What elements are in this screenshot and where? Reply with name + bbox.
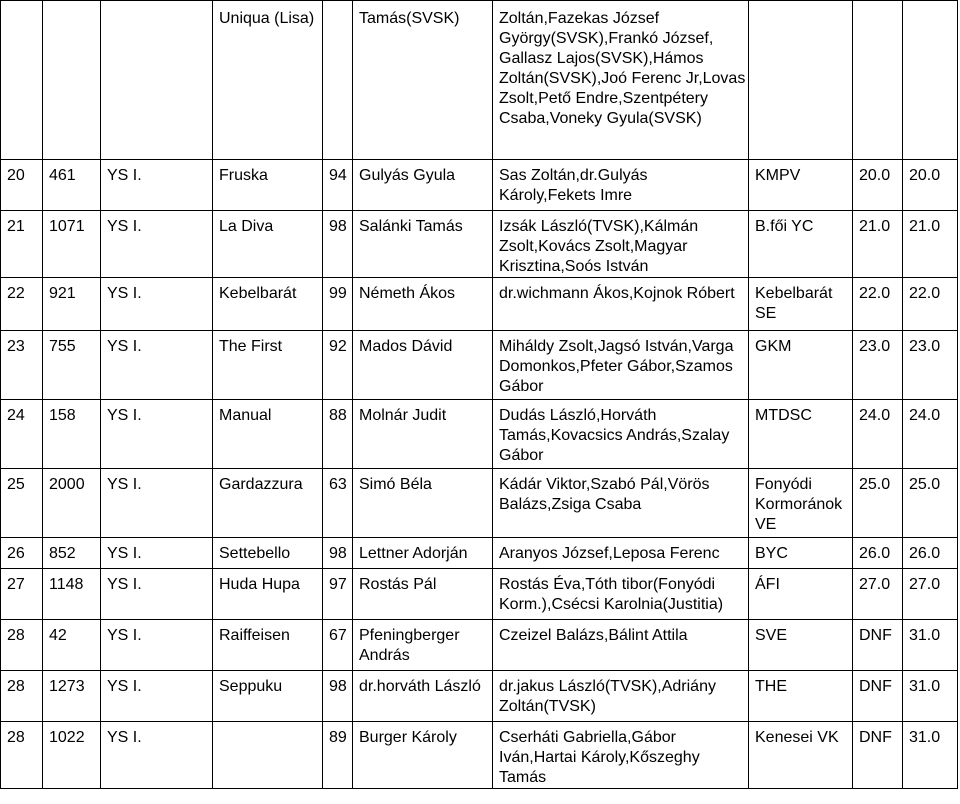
table-row (1, 722, 958, 789)
club-cell: BYC (749, 538, 853, 569)
club-cell: MTDSC (749, 400, 853, 469)
crew-cell: Rostás Éva,Tóth tibor(Fonyódi Korm.),Csécsi Karolnia(Justitia) (493, 569, 749, 620)
helmsman-cell: Pfeningberger András (353, 620, 493, 671)
crew-cell: dr.jakus László(TVSK),Adriány Zoltán(TVSK) (493, 671, 749, 722)
table-row (1, 278, 958, 331)
score-cell: DNF (853, 722, 903, 789)
table-row (1, 538, 958, 569)
boat-cell: Manual (213, 400, 323, 469)
sail-number-cell: 1071 (43, 211, 101, 278)
club-cell: Fonyódi Kormoránok VE (749, 469, 853, 538)
score-cell: DNF (853, 671, 903, 722)
place-cell: 21 (1, 211, 43, 278)
sail-number-cell: 755 (43, 331, 101, 400)
table-row (1, 569, 958, 620)
total-cell: 23.0 (903, 331, 958, 400)
sail-number-cell: 1273 (43, 671, 101, 722)
sail-number-cell: 461 (43, 160, 101, 211)
rating-cell: 88 (323, 400, 353, 469)
score-cell: 27.0 (853, 569, 903, 620)
club-cell: Kebelbarát SE (749, 278, 853, 331)
table-row (1, 400, 958, 469)
club-cell: B.fői YC (749, 211, 853, 278)
total-cell: 26.0 (903, 538, 958, 569)
class-cell: YS I. (101, 671, 213, 722)
boat-cell: The First (213, 331, 323, 400)
sail-number-cell: 921 (43, 278, 101, 331)
rating-cell: 98 (323, 211, 353, 278)
helmsman-cell: Mados Dávid (353, 331, 493, 400)
boat-cell: Fruska (213, 160, 323, 211)
class-cell: YS I. (101, 538, 213, 569)
boat-cell: Huda Hupa (213, 569, 323, 620)
score-cell: 23.0 (853, 331, 903, 400)
class-cell: YS I. (101, 211, 213, 278)
score-cell: 24.0 (853, 400, 903, 469)
table-row (1, 620, 958, 671)
score-cell: 26.0 (853, 538, 903, 569)
helmsman-cell: Lettner Adorján (353, 538, 493, 569)
boat-cell: Kebelbarát (213, 278, 323, 331)
place-cell: 23 (1, 331, 43, 400)
place-cell: 28 (1, 620, 43, 671)
crew-cell: Dudás László,Horváth Tamás,Kovacsics András,Szalay Gábor (493, 400, 749, 469)
place-cell: 24 (1, 400, 43, 469)
sail-number-cell: 1148 (43, 569, 101, 620)
table-row (1, 211, 958, 278)
boat-cell: Raiffeisen (213, 620, 323, 671)
helmsman-cell: Simó Béla (353, 469, 493, 538)
club-cell: THE (749, 671, 853, 722)
total-cell: 21.0 (903, 211, 958, 278)
place-cell: 27 (1, 569, 43, 620)
helmsman-cell: Molnár Judit (353, 400, 493, 469)
helmsman-cell: Tamás(SVSK) (353, 1, 493, 160)
class-cell: YS I. (101, 569, 213, 620)
total-cell: 31.0 (903, 722, 958, 789)
class-cell: YS I. (101, 160, 213, 211)
boat-cell: Uniqua (Lisa) (213, 1, 323, 160)
rating-cell: 92 (323, 331, 353, 400)
helmsman-cell: Salánki Tamás (353, 211, 493, 278)
helmsman-cell: Rostás Pál (353, 569, 493, 620)
boat-cell: Settebello (213, 538, 323, 569)
sail-number-cell: 2000 (43, 469, 101, 538)
class-cell: YS I. (101, 469, 213, 538)
club-cell: KMPV (749, 160, 853, 211)
total-cell: 22.0 (903, 278, 958, 331)
class-cell: YS I. (101, 620, 213, 671)
score-cell: 21.0 (853, 211, 903, 278)
place-cell: 26 (1, 538, 43, 569)
rating-cell: 89 (323, 722, 353, 789)
boat-cell: Seppuku (213, 671, 323, 722)
score-cell: 22.0 (853, 278, 903, 331)
table-row (1, 671, 958, 722)
total-cell: 20.0 (903, 160, 958, 211)
table-row (1, 469, 958, 538)
results-table-body (1, 1, 958, 789)
class-cell: YS I. (101, 400, 213, 469)
total-cell: 25.0 (903, 469, 958, 538)
sail-number-cell: 1022 (43, 722, 101, 789)
total-cell: 27.0 (903, 569, 958, 620)
sail-number-cell: 852 (43, 538, 101, 569)
boat-cell (213, 722, 323, 789)
place-cell: 25 (1, 469, 43, 538)
place-cell: 28 (1, 671, 43, 722)
sail-number-cell: 42 (43, 620, 101, 671)
rating-cell: 63 (323, 469, 353, 538)
helmsman-cell: Gulyás Gyula (353, 160, 493, 211)
boat-cell: La Diva (213, 211, 323, 278)
club-cell: GKM (749, 331, 853, 400)
crew-cell: dr.wichmann Ákos,Kojnok Róbert (493, 278, 749, 331)
crew-cell: Cserháti Gabriella,Gábor Iván,Hartai Károly,Kőszeghy Tamás (493, 722, 749, 789)
club-cell: SVE (749, 620, 853, 671)
crew-cell: Zoltán,Fazekas József György(SVSK),Frankó József, Gallasz Lajos(SVSK),Hámos Zoltán(SVSK),Joó Ferenc Jr,Lovas Zsolt,Pető Endre,Szentpétery Csaba,Voneky Gyula(SVSK) (493, 1, 749, 160)
rating-cell: 67 (323, 620, 353, 671)
helmsman-cell: Németh Ákos (353, 278, 493, 331)
place-cell: 20 (1, 160, 43, 211)
class-cell: YS I. (101, 278, 213, 331)
total-cell: 24.0 (903, 400, 958, 469)
score-cell: 20.0 (853, 160, 903, 211)
rating-cell: 98 (323, 671, 353, 722)
place-cell: 22 (1, 278, 43, 331)
crew-cell: Sas Zoltán,dr.Gulyás Károly,Fekets Imre (493, 160, 749, 211)
crew-cell: Kádár Viktor,Szabó Pál,Vörös Balázs,Zsiga Csaba (493, 469, 749, 538)
table-row (1, 331, 958, 400)
place-cell: 28 (1, 722, 43, 789)
table-row (1, 160, 958, 211)
class-cell: YS I. (101, 722, 213, 789)
club-cell: ÁFI (749, 569, 853, 620)
rating-cell: 98 (323, 538, 353, 569)
table-row (1, 1, 958, 160)
crew-cell: Czeizel Balázs,Bálint Attila (493, 620, 749, 671)
rating-cell: 97 (323, 569, 353, 620)
crew-cell: Izsák László(TVSK),Kálmán Zsolt,Kovács Zsolt,Magyar Krisztina,Soós István (493, 211, 749, 278)
score-cell: 25.0 (853, 469, 903, 538)
class-cell: YS I. (101, 331, 213, 400)
boat-cell: Gardazzura (213, 469, 323, 538)
score-cell: DNF (853, 620, 903, 671)
rating-cell: 99 (323, 278, 353, 331)
helmsman-cell: Burger Károly (353, 722, 493, 789)
sail-number-cell: 158 (43, 400, 101, 469)
helmsman-cell: dr.horváth László (353, 671, 493, 722)
total-cell: 31.0 (903, 620, 958, 671)
crew-cell: Miháldy Zsolt,Jagsó István,Varga Domonkos,Pfeter Gábor,Szamos Gábor (493, 331, 749, 400)
crew-cell: Aranyos József,Leposa Ferenc (493, 538, 749, 569)
club-cell: Kenesei VK (749, 722, 853, 789)
rating-cell: 94 (323, 160, 353, 211)
total-cell: 31.0 (903, 671, 958, 722)
